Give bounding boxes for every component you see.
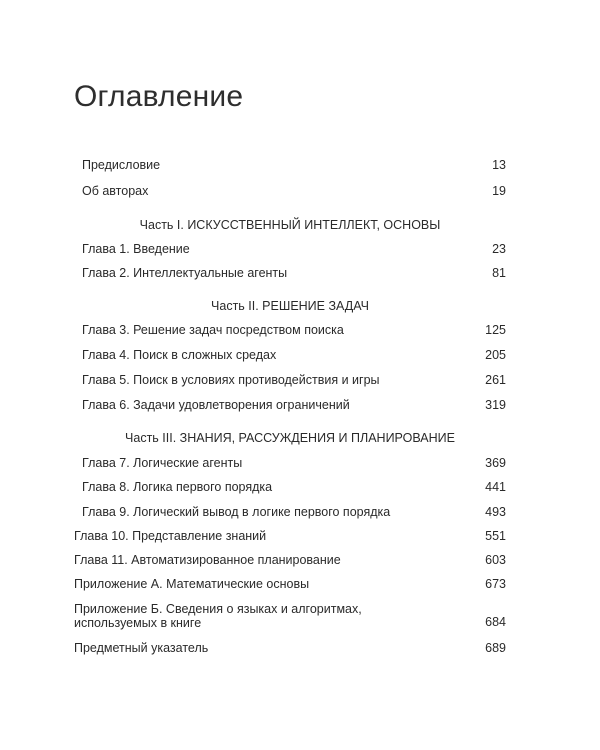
toc-entry-label: Предисловие (82, 158, 161, 172)
toc-entry-page: 319 (485, 398, 506, 412)
toc-entry-preface (82, 158, 506, 173)
toc-entry-page: 261 (485, 373, 506, 387)
toc-entry-label: Глава 6. Задачи удовлетворения ограничений (82, 398, 350, 412)
toc-entry-page: 673 (485, 577, 506, 591)
toc-entry-page: 689 (485, 641, 506, 655)
toc-entry-chapter-7 (82, 456, 506, 471)
toc-entry-page: 125 (485, 323, 506, 337)
toc-entry-chapter-6 (82, 398, 506, 413)
toc-entry-chapter-8 (82, 480, 506, 495)
toc-entry-label: Глава 2. Интеллектуальные агенты (82, 266, 288, 280)
toc-entry-label-line1: Приложение Б. Сведения о языках и алгоритмах, (74, 602, 362, 616)
toc-entry-label: Приложение А. Математические основы (74, 577, 310, 591)
toc-entry-label: Глава 8. Логика первого порядка (82, 480, 273, 494)
toc-part-3: Часть III. ЗНАНИЯ, РАССУЖДЕНИЯ И ПЛАНИРОВАНИЕ (125, 431, 455, 445)
toc-entry-chapter-1 (82, 242, 506, 257)
toc-entry-page: 603 (485, 553, 506, 567)
toc-entry-label: Глава 3. Решение задач посредством поиска (82, 323, 344, 337)
toc-part-2: Часть II. РЕШЕНИЕ ЗАДАЧ (211, 299, 369, 313)
toc-entry-appendix-b (74, 602, 506, 630)
toc-entry-label: Предметный указатель (74, 641, 209, 655)
toc-entry-appendix-a (74, 577, 506, 592)
toc-entry-page: 19 (492, 184, 506, 198)
toc-entry-page: 205 (485, 348, 506, 362)
toc-entry-label (74, 602, 362, 630)
toc-entry-chapter-3 (82, 323, 506, 338)
toc-entry-chapter-11 (74, 553, 506, 568)
toc-part-1: Часть I. ИСКУССТВЕННЫЙ ИНТЕЛЛЕКТ, ОСНОВЫ (139, 218, 441, 232)
toc-entry-label: Глава 4. Поиск в сложных средах (82, 348, 277, 362)
toc-entry-page: 81 (492, 266, 506, 280)
toc-entry-page: 441 (485, 480, 506, 494)
toc-entry-chapter-4 (82, 348, 506, 363)
toc-entry-chapter-2 (82, 266, 506, 281)
toc-entry-label: Глава 10. Представление знаний (74, 529, 267, 543)
toc-entry-page: 13 (492, 158, 506, 172)
toc-entry-page: 684 (485, 615, 506, 629)
toc-entry-page: 493 (485, 505, 506, 519)
toc-entry-label: Глава 9. Логический вывод в логике первого порядка (82, 505, 391, 519)
toc-entry-page: 551 (485, 529, 506, 543)
toc-entry-page: 23 (492, 242, 506, 256)
toc-entry-label: Глава 11. Автоматизированное планирование (74, 553, 341, 567)
toc-entry-authors (82, 184, 506, 199)
toc-entry-chapter-10 (74, 529, 506, 544)
toc-entry-index (74, 641, 506, 656)
toc-entry-label: Об авторах (82, 184, 149, 198)
toc-entry-label-line2: используемых в книге (74, 616, 202, 630)
toc-entry-page: 369 (485, 456, 506, 470)
page-title: Оглавление (74, 80, 244, 113)
toc-entry-label: Глава 5. Поиск в условиях противодействия и игры (82, 373, 380, 387)
toc-entry-label: Глава 1. Введение (82, 242, 190, 256)
toc-entry-chapter-5 (82, 373, 506, 388)
toc-entry-chapter-9 (82, 505, 506, 520)
toc-entry-label: Глава 7. Логические агенты (82, 456, 243, 470)
